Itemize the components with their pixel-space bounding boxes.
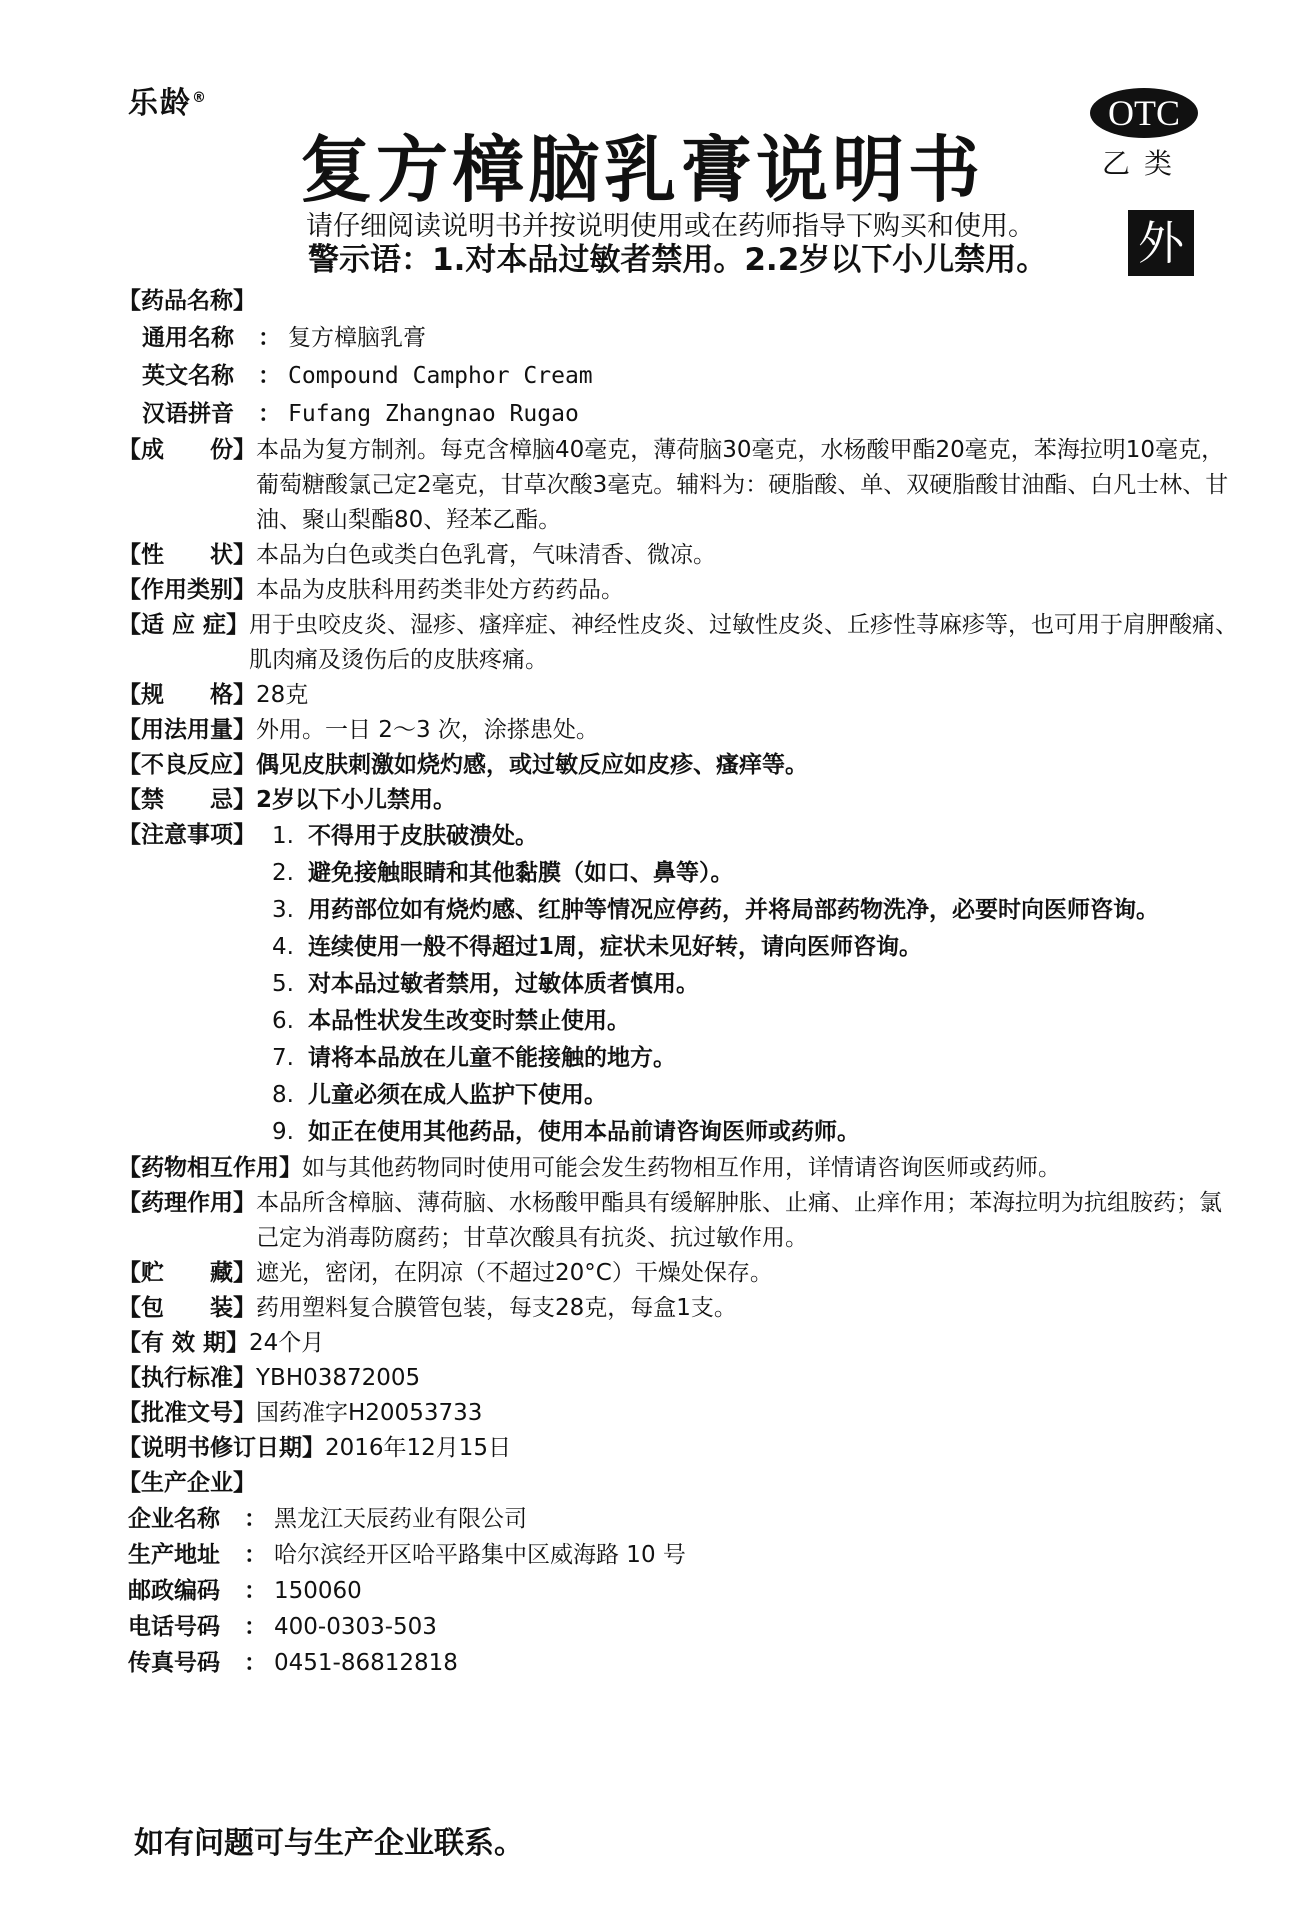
section-row <box>118 433 1238 538</box>
external-use-badge: 外 <box>1128 210 1194 276</box>
manufacturer-row <box>118 1537 1238 1573</box>
field-label: 生产地址 <box>128 1542 220 1568</box>
section-label: 【生产企业】 <box>118 1470 256 1496</box>
drug-name-row <box>118 357 1238 395</box>
field-colon: ： <box>244 1542 267 1568</box>
field-value: Compound Camphor Cream <box>288 363 593 389</box>
field-colon: ： <box>258 401 281 427</box>
section-content: 本品为白色或类白色乳膏，气味清香、微凉。 <box>256 542 716 568</box>
field-label: 企业名称 <box>128 1506 220 1532</box>
section-label: 【注意事项】 <box>118 822 256 848</box>
section-content: 偶见皮肤刺激如烧灼感，或过敏反应如皮疹、瘙痒等。 <box>256 752 808 778</box>
section-row <box>118 1431 1238 1466</box>
field-colon: ： <box>244 1578 267 1604</box>
section-label: 【药物相互作用】 <box>118 1155 302 1181</box>
field-value: 黑龙江天辰药业有限公司 <box>274 1506 527 1532</box>
field-colon: ： <box>258 325 281 351</box>
section-label: 【包 装】 <box>118 1295 256 1321</box>
section-content: 24个月 <box>249 1330 325 1356</box>
list-item: 5. 对本品过敏者禁用，过敏体质者慎用。 <box>272 971 699 997</box>
section-row <box>118 1151 1238 1186</box>
drug-name-row <box>118 319 1238 357</box>
section-row <box>118 1256 1238 1291</box>
section-label: 【执行标准】 <box>118 1365 256 1391</box>
section-label: 【不良反应】 <box>118 752 256 778</box>
field-label: 通用名称 <box>142 325 234 351</box>
list-item: 6. 本品性状发生改变时禁止使用。 <box>272 1008 630 1034</box>
drug-name-row <box>118 395 1238 433</box>
field-label: 传真号码 <box>128 1650 220 1676</box>
footer-contact-note: 如有问题可与生产企业联系。 <box>134 1826 524 1861</box>
document-title: 复方樟脑乳膏说明书 <box>300 127 985 212</box>
section-label: 【说明书修订日期】 <box>118 1435 325 1461</box>
field-label: 邮政编码 <box>128 1578 220 1604</box>
field-value: 0451-86812818 <box>274 1650 458 1676</box>
otc-class-label: 乙类 <box>1102 147 1187 180</box>
section-label: 【适 应 症】 <box>118 612 250 638</box>
section-content: 药用塑料复合膜管包装，每支28克，每盒1支。 <box>256 1295 737 1321</box>
section-row <box>118 1361 1238 1396</box>
section-row <box>118 1186 1238 1256</box>
field-value: 400-0303-503 <box>274 1614 437 1640</box>
section-label: 【有 效 期】 <box>118 1330 250 1356</box>
list-item: 9. 如正在使用其他药品，使用本品前请咨询医师或药师。 <box>272 1119 860 1145</box>
section-row <box>118 713 1238 748</box>
list-item: 4. 连续使用一般不得超过1周，症状未见好转，请向医师咨询。 <box>272 934 923 960</box>
section-label: 【成 份】 <box>118 437 256 463</box>
leaflet-body <box>118 284 1238 1681</box>
section-content: 本品所含樟脑、薄荷脑、水杨酸甲酯具有缓解肿胀、止痛、止痒作用；苯海拉明为抗组胺药；氯己定为消毒防腐药；甘草次酸具有抗炎、抗过敏作用。 <box>256 1190 1222 1251</box>
section-row <box>118 608 1238 678</box>
section-row <box>118 748 1238 783</box>
field-colon: ： <box>258 363 281 389</box>
section-content: 外用。一日 2～3 次，涂搽患处。 <box>256 717 599 743</box>
instruction-subtitle: 请仔细阅读说明书并按说明使用或在药师指导下购买和使用。 <box>306 211 1035 242</box>
section-label: 【规 格】 <box>118 682 256 708</box>
field-colon: ： <box>244 1506 267 1532</box>
field-label: 电话号码 <box>128 1614 220 1640</box>
section-manufacturer <box>118 1466 1238 1501</box>
section-row <box>118 538 1238 573</box>
section-row <box>118 1291 1238 1326</box>
field-label: 汉语拼音 <box>142 401 234 427</box>
warning-text: 警示语：1.对本品过敏者禁用。2.2岁以下小儿禁用。 <box>308 242 1048 278</box>
section-label: 【作用类别】 <box>118 577 256 603</box>
section-label: 【禁 忌】 <box>118 787 256 813</box>
list-item: 8. 儿童必须在成人监护下使用。 <box>272 1082 607 1108</box>
section-content: 本品为复方制剂。每克含樟脑40毫克，薄荷脑30毫克，水杨酸甲酯20毫克，苯海拉明10毫克，葡萄糖酸氯己定2毫克，甘草次酸3毫克。辅料为：硬脂酸、单、双硬脂酸甘油酯、白凡士林、甘油、聚山梨酯80、羟苯乙酯。 <box>256 437 1229 533</box>
precautions-list <box>118 818 1238 1151</box>
field-label: 英文名称 <box>142 363 234 389</box>
list-item: 1. 不得用于皮肤破溃处。 <box>272 823 538 849</box>
list-item: 3. 用药部位如有烧灼感、红肿等情况应停药，并将局部药物洗净，必要时向医师咨询。 <box>272 897 1159 923</box>
section-content: 国药准字H20053733 <box>256 1400 483 1426</box>
section-label: 【批准文号】 <box>118 1400 256 1426</box>
section-content: 本品为皮肤科用药类非处方药药品。 <box>256 577 624 603</box>
section-content: 用于虫咬皮炎、湿疹、瘙痒症、神经性皮炎、过敏性皮炎、丘疹性荨麻疹等，也可用于肩胛酸痛、肌肉痛及烫伤后的皮肤疼痛。 <box>249 612 1239 673</box>
section-row <box>118 783 1238 818</box>
section-label: 【性 状】 <box>118 542 256 568</box>
field-colon: ： <box>244 1614 267 1640</box>
section-content: YBH03872005 <box>256 1365 421 1391</box>
registered-mark: ® <box>192 90 208 106</box>
section-content: 遮光，密闭，在阴凉（不超过20°C）干燥处保存。 <box>256 1260 773 1286</box>
field-value: 150060 <box>274 1578 362 1604</box>
brand-logo <box>128 78 208 122</box>
field-value: 复方樟脑乳膏 <box>288 325 426 351</box>
section-row <box>118 1396 1238 1431</box>
manufacturer-row <box>118 1573 1238 1609</box>
section-content: 如与其他药物同时使用可能会发生药物相互作用，详情请咨询医师或药师。 <box>302 1155 1061 1181</box>
section-row <box>118 678 1238 713</box>
section-label: 【贮 藏】 <box>118 1260 256 1286</box>
list-item: 7. 请将本品放在儿童不能接触的地方。 <box>272 1045 676 1071</box>
manufacturer-row <box>118 1609 1238 1645</box>
manufacturer-row <box>118 1645 1238 1681</box>
section-content: 2岁以下小儿禁用。 <box>256 787 457 813</box>
otc-badge: OTC <box>1090 88 1198 138</box>
section-label: 【药理作用】 <box>118 1190 256 1216</box>
manufacturer-row <box>118 1501 1238 1537</box>
section-row <box>118 1326 1238 1361</box>
section-drug-name <box>118 284 1238 319</box>
section-label: 【药品名称】 <box>118 288 256 314</box>
field-colon: ： <box>244 1650 267 1676</box>
section-label: 【用法用量】 <box>118 717 256 743</box>
field-value: Fufang Zhangnao Rugao <box>288 401 579 427</box>
section-row <box>118 573 1238 608</box>
field-value: 哈尔滨经开区哈平路集中区威海路 10 号 <box>274 1542 686 1568</box>
brand-name: 乐龄 <box>128 86 192 121</box>
section-content: 28克 <box>256 682 309 708</box>
section-content: 2016年12月15日 <box>325 1435 512 1461</box>
list-item: 2. 避免接触眼睛和其他黏膜（如口、鼻等）。 <box>272 860 734 886</box>
